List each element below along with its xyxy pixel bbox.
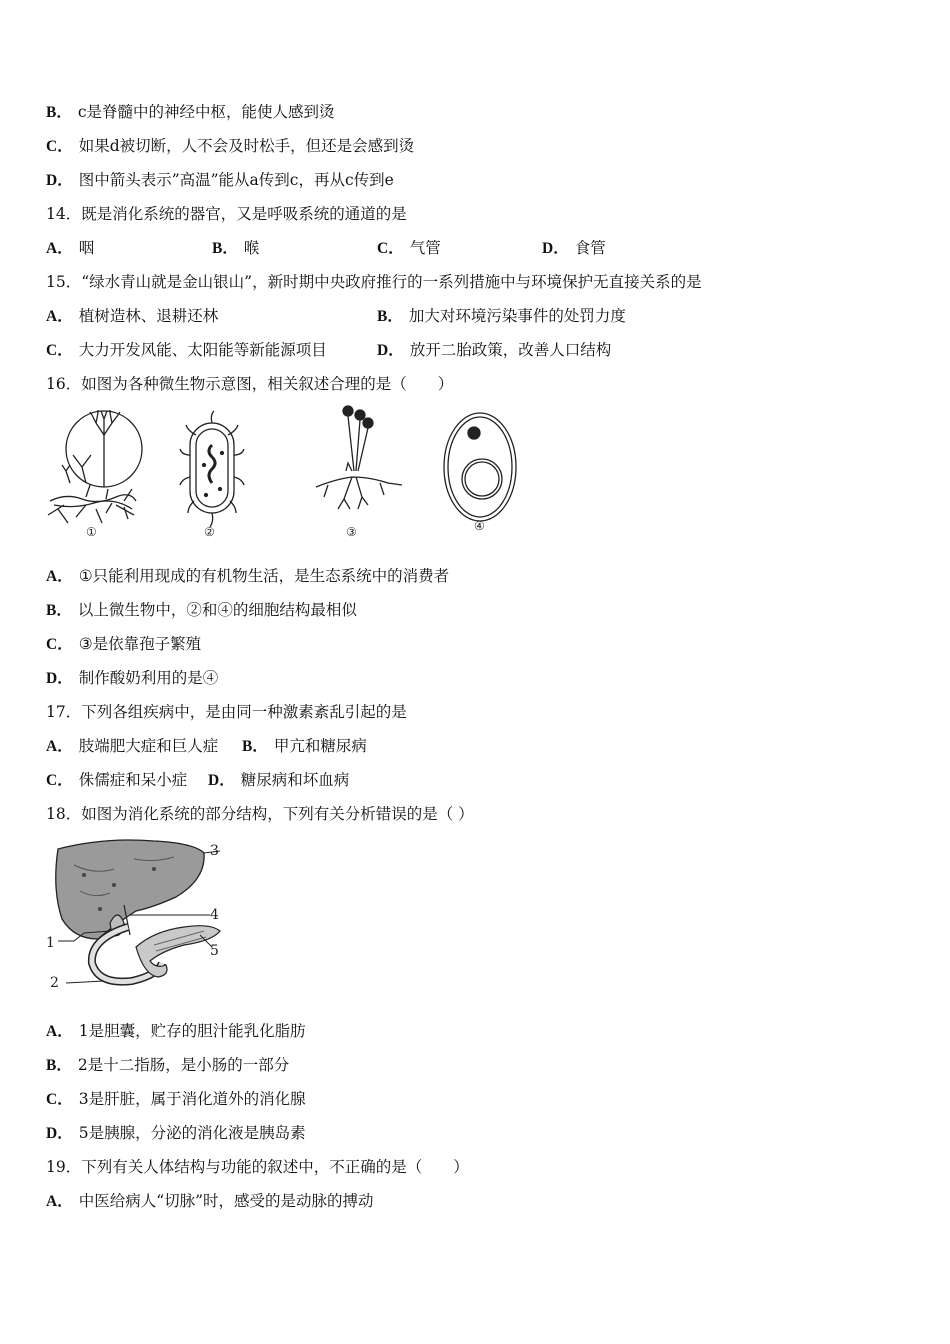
q13-option-c xyxy=(46,136,414,157)
q16-stem: 16．如图为各种微生物示意图，相关叙述合理的是（ ） xyxy=(46,375,454,393)
pancreas-drawing xyxy=(136,926,220,977)
option-text: 如果d被切断，人不会及时松手，但还是会感到烫 xyxy=(78,137,415,155)
option-text: 喉 xyxy=(243,239,260,257)
bacterium-drawing xyxy=(180,411,244,527)
option-label: D． xyxy=(377,342,404,359)
option-label: C． xyxy=(46,636,73,653)
q17-option-d xyxy=(208,770,349,791)
figure-label-2: 2 xyxy=(50,975,59,991)
option-text: 植树造林、退耕还林 xyxy=(78,307,219,325)
option-label: D． xyxy=(208,772,235,789)
rhizopus-drawing xyxy=(316,406,402,509)
option-text: 糖尿病和坏血病 xyxy=(240,771,350,789)
option-text: 加大对环境污染事件的处罚力度 xyxy=(408,307,626,325)
figure-label-3: 3 xyxy=(210,843,219,859)
option-label: A． xyxy=(46,568,73,585)
option-label: B． xyxy=(212,240,238,257)
q17-option-b xyxy=(242,736,367,757)
figure-label-5: 5 xyxy=(210,943,219,959)
option-text: 图中箭头表示”高温”能从a传到c，再从c传到e xyxy=(78,171,394,189)
option-text: 甲亢和糖尿病 xyxy=(273,737,367,755)
microorganisms-figure xyxy=(46,405,546,545)
option-text: ③是依靠孢子繁殖 xyxy=(78,635,202,653)
q16-option-a xyxy=(46,566,449,587)
option-text: 气管 xyxy=(409,239,441,257)
figure-label-4: 4 xyxy=(210,907,219,923)
q13-option-b xyxy=(46,102,335,123)
digestive-system-figure xyxy=(44,835,244,995)
q17-stem: 17．下列各组疾病中，是由同一种激素紊乱引起的是 xyxy=(46,703,407,721)
q14-option-a xyxy=(46,238,94,259)
figure-label: ③ xyxy=(346,525,357,539)
option-label: A． xyxy=(46,738,73,755)
option-text: 制作酸奶利用的是④ xyxy=(78,669,219,687)
q18-stem: 18．如图为消化系统的部分结构，下列有关分析错误的是（ ） xyxy=(46,805,474,823)
q14-option-d xyxy=(542,238,606,259)
liver-drawing xyxy=(56,840,204,939)
option-label: A． xyxy=(46,1023,73,1040)
option-text: 5是胰腺，分泌的消化液是胰岛素 xyxy=(78,1124,306,1142)
option-text: 3是肝脏，属于消化道外的消化腺 xyxy=(78,1090,306,1108)
figure-label: ④ xyxy=(474,519,485,533)
q14-stem: 14．既是消化系统的器官，又是呼吸系统的通道的是 xyxy=(46,205,407,223)
option-label: B． xyxy=(242,738,268,755)
option-label: B． xyxy=(46,602,72,619)
q19-option-a xyxy=(46,1191,374,1212)
figure-label-1: 1 xyxy=(46,935,55,951)
yeast-cell-drawing xyxy=(444,413,516,521)
option-label: A． xyxy=(46,240,73,257)
q15-option-a xyxy=(46,306,218,327)
option-label: D． xyxy=(46,172,73,189)
q18-option-c xyxy=(46,1089,306,1110)
option-text: 侏儒症和呆小症 xyxy=(78,771,188,789)
option-label: A． xyxy=(46,1193,73,1210)
option-label: C． xyxy=(46,1091,73,1108)
option-label: B． xyxy=(46,104,72,121)
figure-label: ① xyxy=(86,525,97,539)
option-text: 1是胆囊，贮存的胆汁能乳化脂肪 xyxy=(78,1022,306,1040)
q19-stem: 19．下列有关人体结构与功能的叙述中，不正确的是（ ） xyxy=(46,1158,469,1176)
option-text: 食管 xyxy=(574,239,606,257)
q13-option-d xyxy=(46,170,394,191)
q14-option-b xyxy=(212,238,259,259)
option-text: 以上微生物中，②和④的细胞结构最相似 xyxy=(77,601,357,619)
option-label: C． xyxy=(46,772,73,789)
option-label: D． xyxy=(46,670,73,687)
q17-option-c xyxy=(46,770,187,791)
q17-option-a xyxy=(46,736,218,757)
option-text: 肢端肥大症和巨人症 xyxy=(78,737,219,755)
option-label: C． xyxy=(46,342,73,359)
q15-option-d xyxy=(377,340,611,361)
option-label: C． xyxy=(46,138,73,155)
penicillium-drawing xyxy=(48,410,142,523)
option-label: C． xyxy=(377,240,404,257)
q18-option-b xyxy=(46,1055,289,1076)
option-text: 大力开发风能、太阳能等新能源项目 xyxy=(78,341,327,359)
option-text: ①只能利用现成的有机物生活，是生态系统中的消费者 xyxy=(78,567,450,585)
option-text: 放开二胎政策，改善人口结构 xyxy=(409,341,612,359)
q14-option-c xyxy=(377,238,441,259)
option-text: 中医给病人“切脉”时，感受的是动脉的搏动 xyxy=(78,1192,374,1210)
option-label: B． xyxy=(46,1057,72,1074)
option-label: A． xyxy=(46,308,73,325)
q18-option-a xyxy=(46,1021,306,1042)
figure-label: ② xyxy=(204,525,215,539)
q16-option-d xyxy=(46,668,218,689)
option-label: B． xyxy=(377,308,403,325)
q18-option-d xyxy=(46,1123,306,1144)
q15-stem: 15．“绿水青山就是金山银山”，新时期中央政府推行的一系列措施中与环境保护无直接关系的是 xyxy=(46,273,702,291)
option-label: D． xyxy=(46,1125,73,1142)
q15-option-c xyxy=(46,340,327,361)
q16-option-b xyxy=(46,600,357,621)
q15-option-b xyxy=(377,306,626,327)
option-text: 2是十二指肠，是小肠的一部分 xyxy=(77,1056,290,1074)
option-text: 咽 xyxy=(78,239,95,257)
q16-option-c xyxy=(46,634,201,655)
option-text: c是脊髓中的神经中枢，能使人感到烫 xyxy=(77,103,335,121)
option-label: D． xyxy=(542,240,569,257)
